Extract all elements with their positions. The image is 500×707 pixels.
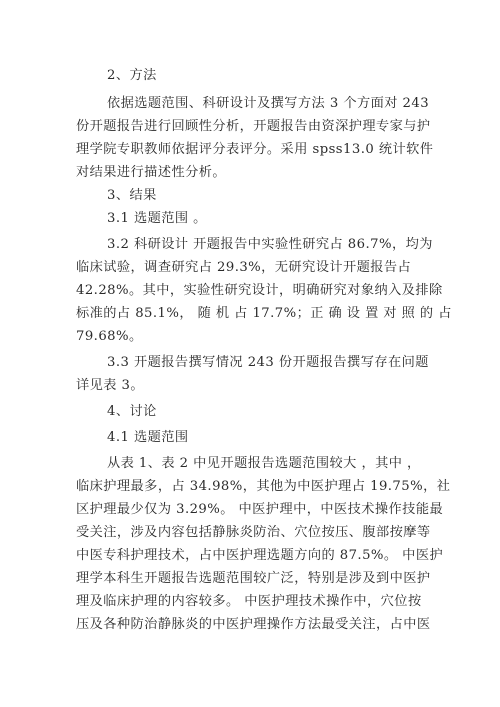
paragraph-line: 标准的占 85.1%， 随 机 占 17.7%；正 确 设 置 对 照 的 占 <box>76 306 452 321</box>
paragraph-line: 中医专科护理技术，占中医护理选题方向的 87.5%。 中医护 <box>76 548 444 563</box>
paragraph-line: 42.28%。其中，实验性研究设计，明确研究对象纳入及排除 <box>76 283 443 298</box>
paragraph-line: 依据选题范围、科研设计及撰写方法 3 个方面对 243 <box>107 96 430 111</box>
paragraph-line: 理学院专职教师依据评分表评分。采用 spss13.0 统计软件 <box>76 142 434 157</box>
heading-results: 3、结果 <box>107 188 157 203</box>
paragraph-line: 份开题报告进行回顾性分析，开题报告由资深护理专家与护 <box>76 119 431 134</box>
paragraph-line: 详见表 3。 <box>76 378 145 393</box>
heading-discussion: 4、讨论 <box>107 404 157 419</box>
paragraph-line: 从表 1、表 2 中见开题报告选题范围较大 ，其中 ， <box>107 456 421 471</box>
heading-methods: 2、方法 <box>107 68 157 83</box>
paragraph-line: 区护理最少仅为 3.29%。 中医护理中，中医技术操作技能最 <box>76 502 444 517</box>
paragraph-line: 79.68%。 <box>76 329 143 344</box>
paragraph-line: 受关注，涉及内容包括静脉炎防治、穴位按压、腹部按摩等 <box>76 525 431 540</box>
subheading: 4.1 选题范围 <box>107 430 189 445</box>
paragraph-line: 压及各种防治静脉炎的中医护理操作方法最受关注，占中医 <box>76 617 431 632</box>
paragraph-line: 临床试验，调查研究占 29.3%，无研究设计开题报告占 <box>76 260 412 275</box>
paragraph-line: 理学本科生开题报告选题范围较广泛，特别是涉及到中医护 <box>76 571 431 586</box>
paragraph-line: 对结果进行描述性分析。 <box>76 165 227 180</box>
paragraph-line: 理及临床护理的内容较多。 中医护理技术操作中，穴位按 <box>76 594 422 609</box>
paragraph-line: 3.3 开题报告撰写情况 243 份开题报告撰写存在问题 <box>107 355 429 370</box>
paragraph-line: 3.2 科研设计 开题报告中实验性研究占 86.7%，均为 <box>107 237 433 252</box>
subheading: 3.1 选题范围 。 <box>107 211 207 226</box>
paragraph-line: 临床护理最多，占 34.98%，其他为中医护理占 19.75%，社 <box>76 479 451 494</box>
